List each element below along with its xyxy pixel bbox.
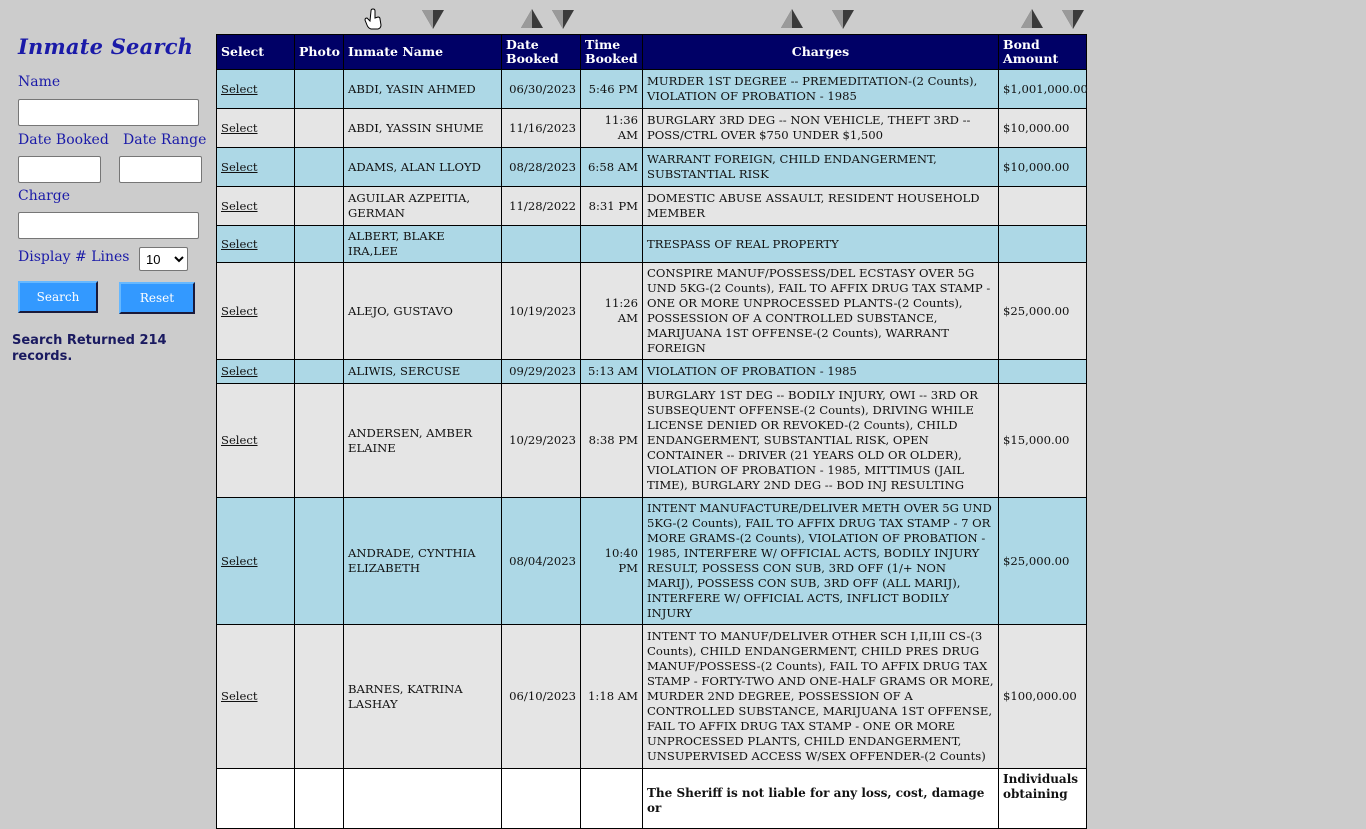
bond-amount-cell: $25,000.00 <box>999 498 1087 625</box>
bond-note-text: Individuals obtaining <box>1003 772 1079 801</box>
select-link[interactable]: Select <box>221 303 258 318</box>
name-label: Name <box>18 74 61 90</box>
charges-cell: BURGLARY 1ST DEG -- BODILY INJURY, OWI -- 3RD OR SUBSEQUENT OFFENSE-(2 Counts), DRIVING WHILE LICENSE DENIED OR REVOKED-(2 Counts), CHILD ENDANGERMENT, SUBSTANTIAL RISK, OPEN CONTAINER -- DRIVER (21 YEARS OLD OR OLDER), VIOLATION OF PROBATION - 1985, MITTIMUS (JAIL TIME), BURGLARY 2ND DEG -- BOD INJ RESULTING <box>643 384 999 498</box>
table-row <box>217 226 1087 263</box>
time-booked-cell: 10:40 PM <box>581 498 643 625</box>
inmate-name-cell: ABDI, YASIN AHMED <box>344 70 502 109</box>
date-booked-input[interactable] <box>18 156 101 183</box>
date-booked-cell: 10/19/2023 <box>502 263 581 360</box>
select-link[interactable]: Select <box>221 236 258 251</box>
header-photo: Photo <box>295 35 344 70</box>
inmate-name-cell: AGUILAR AZPEITIA, GERMAN <box>344 187 502 226</box>
photo-cell <box>295 226 344 263</box>
date-booked-cell: 10/29/2023 <box>502 384 581 498</box>
sort-down-arrow-icon[interactable] <box>831 8 855 30</box>
select-link[interactable]: Select <box>221 159 258 174</box>
date-booked-cell: 06/10/2023 <box>502 625 581 769</box>
photo-cell <box>295 70 344 109</box>
select-link[interactable]: Select <box>221 120 258 135</box>
table-row <box>217 148 1087 187</box>
inmate-name-cell: ALEJO, GUSTAVO <box>344 263 502 360</box>
name-input[interactable] <box>18 99 199 126</box>
bond-amount-cell: $15,000.00 <box>999 384 1087 498</box>
search-sidebar <box>0 0 215 768</box>
inmate-results-table <box>216 34 1087 829</box>
header-select: Select <box>217 35 295 70</box>
header-inmate-name[interactable]: Inmate Name <box>344 35 502 70</box>
time-booked-cell: 11:26 AM <box>581 263 643 360</box>
sort-down-arrow-icon[interactable] <box>551 8 575 30</box>
time-booked-cell: 8:38 PM <box>581 384 643 498</box>
bond-amount-cell: $10,000.00 <box>999 109 1087 148</box>
select-link[interactable]: Select <box>221 553 258 568</box>
header-date-booked[interactable]: Date Booked <box>502 35 581 70</box>
bond-amount-cell: $25,000.00 <box>999 263 1087 360</box>
select-link[interactable]: Select <box>221 433 258 447</box>
select-link[interactable]: Select <box>221 364 258 378</box>
reset-button[interactable]: Reset <box>119 282 195 314</box>
charges-cell: INTENT MANUFACTURE/DELIVER METH OVER 5G UND 5KG-(2 Counts), FAIL TO AFFIX DRUG TAX STAMP - 7 OR MORE GRAMS-(2 Counts), VIOLATION OF PROBATION - 1985, INTERFERE W/ OFFICIAL ACTS, BODILY INJURY RESULT, POSSESS CON SUB, 3RD OFF (1/+ NON MARIJ), POSSESS CON SUB, 3RD OFF (ALL MARIJ), INTERFERE W/ OFFICIAL ACTS, INFLICT BODILY INJURY <box>643 498 999 625</box>
sort-up-arrow-icon[interactable] <box>1020 8 1044 30</box>
time-booked-cell: 6:58 AM <box>581 148 643 187</box>
date-range-input[interactable] <box>119 156 202 183</box>
bond-amount-cell <box>999 226 1087 263</box>
time-booked-cell: 1:18 AM <box>581 625 643 769</box>
charges-cell: DOMESTIC ABUSE ASSAULT, RESIDENT HOUSEHOLD MEMBER <box>643 187 999 226</box>
photo-cell <box>295 148 344 187</box>
bond-amount-cell: $100,000.00 <box>999 625 1087 769</box>
table-row <box>217 187 1087 226</box>
photo-cell <box>295 360 344 384</box>
photo-cell <box>295 187 344 226</box>
photo-cell <box>295 109 344 148</box>
sort-up-arrow-icon[interactable] <box>520 8 544 30</box>
bond-amount-cell: $10,000.00 <box>999 148 1087 187</box>
table-row <box>217 109 1087 148</box>
header-bond-amount[interactable]: Bond Amount <box>999 35 1087 70</box>
display-lines-label: Display # Lines <box>18 249 130 265</box>
charge-input[interactable] <box>18 212 199 239</box>
time-booked-cell: 5:13 AM <box>581 360 643 384</box>
photo-cell <box>295 384 344 498</box>
select-link[interactable]: Select <box>221 689 258 703</box>
charges-cell: VIOLATION OF PROBATION - 1985 <box>643 360 999 384</box>
photo-cell <box>295 625 344 769</box>
select-link[interactable]: Select <box>221 198 258 213</box>
search-button[interactable]: Search <box>18 281 98 313</box>
sort-down-arrow-icon[interactable] <box>421 8 445 30</box>
header-time-booked[interactable]: Time Booked <box>581 35 643 70</box>
date-booked-cell: 11/28/2022 <box>502 187 581 226</box>
charges-cell: TRESPASS OF REAL PROPERTY <box>643 226 999 263</box>
date-booked-label: Date Booked <box>18 132 109 148</box>
time-booked-cell: 11:36 AM <box>581 109 643 148</box>
charges-cell: BURGLARY 3RD DEG -- NON VEHICLE, THEFT 3RD -- POSS/CTRL OVER $750 UNDER $1,500 <box>643 109 999 148</box>
charges-cell: CONSPIRE MANUF/POSSESS/DEL ECSTASY OVER 5G UND 5KG-(2 Counts), FAIL TO AFFIX DRUG TAX STAMP - ONE OR MORE UNPROCESSED PLANTS-(2 Counts), POSSESSION OF A CONTROLLED SUBSTANCE, MARIJUANA 1ST OFFENSE-(2 Counts), WARRANT FOREIGN <box>643 263 999 360</box>
time-booked-cell <box>581 226 643 263</box>
date-booked-cell: 08/04/2023 <box>502 498 581 625</box>
inmate-name-cell: ALBERT, BLAKE IRA,LEE <box>344 226 502 263</box>
table-row <box>217 384 1087 498</box>
select-link[interactable]: Select <box>221 81 258 96</box>
display-lines-select[interactable] <box>139 247 188 271</box>
date-range-label: Date Range <box>123 132 207 148</box>
table-header-row <box>217 35 1087 70</box>
date-booked-cell: 11/16/2023 <box>502 109 581 148</box>
charges-cell: WARRANT FOREIGN, CHILD ENDANGERMENT, SUBSTANTIAL RISK <box>643 148 999 187</box>
inmate-name-cell: ANDERSEN, AMBER ELAINE <box>344 384 502 498</box>
table-row <box>217 263 1087 360</box>
table-row <box>217 360 1087 384</box>
inmate-name-cell: ANDRADE, CYNTHIA ELIZABETH <box>344 498 502 625</box>
sort-down-arrow-icon[interactable] <box>1061 8 1085 30</box>
time-booked-cell: 5:46 PM <box>581 70 643 109</box>
inmate-name-cell: ABDI, YASSIN SHUME <box>344 109 502 148</box>
date-booked-cell <box>502 226 581 263</box>
time-booked-cell: 8:31 PM <box>581 187 643 226</box>
table-footer-row <box>217 769 1087 829</box>
bond-amount-cell <box>999 360 1087 384</box>
photo-cell <box>295 498 344 625</box>
inmate-name-cell: BARNES, KATRINA LASHAY <box>344 625 502 769</box>
sort-up-arrow-icon[interactable] <box>780 8 804 30</box>
sidebar-title: Inmate Search <box>18 34 194 59</box>
charge-label: Charge <box>18 188 71 204</box>
header-charges[interactable]: Charges <box>643 35 999 70</box>
disclaimer-text: The Sheriff is not liable for any loss, cost, damage or <box>647 786 985 815</box>
bond-amount-cell: $1,001,000.00 <box>999 70 1087 109</box>
charges-cell: MURDER 1ST DEGREE -- PREMEDITATION-(2 Counts), VIOLATION OF PROBATION - 1985 <box>643 70 999 109</box>
search-result-count: Search Returned 214 records. <box>12 333 167 364</box>
inmate-name-cell: ALIWIS, SERCUSE <box>344 360 502 384</box>
date-booked-cell: 06/30/2023 <box>502 70 581 109</box>
pointer-hand-icon[interactable] <box>362 8 386 30</box>
table-row <box>217 625 1087 769</box>
inmate-name-cell: ADAMS, ALAN LLOYD <box>344 148 502 187</box>
date-booked-cell: 09/29/2023 <box>502 360 581 384</box>
bond-amount-cell <box>999 187 1087 226</box>
date-booked-cell: 08/28/2023 <box>502 148 581 187</box>
photo-cell <box>295 263 344 360</box>
table-row <box>217 498 1087 625</box>
charges-cell: INTENT TO MANUF/DELIVER OTHER SCH I,II,III CS-(3 Counts), CHILD ENDANGERMENT, CHILD PRES DRUG MANUF/POSSESS-(2 Counts), FAIL TO AFFIX DRUG TAX STAMP - FORTY-TWO AND ONE-HALF GRAMS OR MORE, MURDER 2ND DEGREE, POSSESSION OF A CONTROLLED SUBSTANCE, MARIJUANA 1ST OFFENSE, FAIL TO AFFIX DRUG TAX STAMP - ONE OR MORE UNPROCESSED PLANTS, CHILD ENDANGERMENT, UNSUPERVISED ACCESS W/SEX OFFENDER-(2 Counts) <box>643 625 999 769</box>
table-row <box>217 70 1087 109</box>
